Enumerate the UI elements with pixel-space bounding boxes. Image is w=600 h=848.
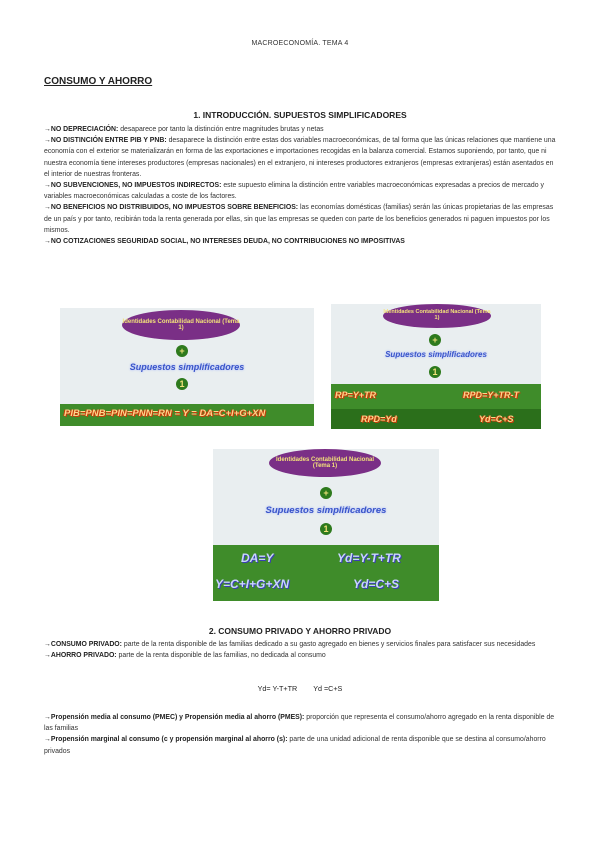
slide3-eq-da: DA=Y	[241, 551, 274, 565]
def-propension-marginal: →Propensión marginal al consumo (c y propensión marginal al ahorro (s): parte de una unidad adicional de renta disponible que se destina al consumo/ahorro privados	[44, 736, 546, 755]
slide2-supuestos: Supuestos simplificadores	[385, 350, 487, 359]
section2-heading: 2. CONSUMO PRIVADO Y AHORRO PRIVADO	[208, 626, 392, 636]
slide3-bubble: Identidades Contabilidad Nacional (Tema 1)	[269, 449, 381, 477]
def-consumo-privado: →CONSUMO PRIVADO: parte de la renta disponible de las familias dedicado a su gasto agregado en bienes y servicios finales para satisfacer sus necesidades	[44, 641, 536, 648]
eq-yd-definition: Yd= Y-T+TR	[257, 684, 298, 693]
slide2-bubble: Identidades Contabilidad Nacional (Tema 1)	[383, 304, 491, 328]
slide3-eq-yd: Yd=Y-T+TR	[337, 551, 401, 565]
slide1-one-icon: 1	[176, 378, 188, 390]
slide2-eq-rpd-yd: RPD=Yd	[361, 414, 397, 424]
section1-heading: 1. INTRODUCCIÓN. SUPUESTOS SIMPLIFICADORES	[193, 110, 407, 120]
slide3-supuestos: Supuestos simplificadores	[265, 505, 387, 516]
slide1-plus-icon: +	[176, 345, 188, 357]
section2-equations	[0, 684, 600, 693]
slide2-plus-icon: +	[429, 334, 441, 346]
def-propension-media: →Propensión media al consumo (PMEC) y Propensión media al ahorro (PMES): proporción que representa el consumo/ahorro agregado en la renta disponible de las familias	[44, 714, 555, 733]
slide3-one-icon: 1	[320, 523, 332, 535]
slide3-plus-icon: +	[320, 487, 332, 499]
def-ahorro-privado: →AHORRO PRIVADO: parte de la renta disponible de las familias, no dedicada al consumo	[44, 652, 326, 660]
slide-image-2	[331, 304, 541, 429]
assumption-no-pib-pnb: →NO DISTINCIÓN ENTRE PIB Y PNB: desaparece la distinción entre estas dos variables macroeconómicas, de tal forma que las únicas relaciones que mantiene una economía con el exterior se materializarán en forma de las exportaciones e importaciones recogidas en la balanza comercial. Estamos suponiendo, por tanto, que ni nuestra economía tiene intereses productores (empresas nacionales) en el extranjero, ni intereses productores extranjeros (empresas extranjeras) están asentados en el interior de nuestras fronteras.	[44, 137, 556, 178]
section1-body	[44, 124, 558, 247]
slide2-eq-yd-cs: Yd=C+S	[479, 414, 514, 424]
slide1-bubble: Identidades Contabilidad Nacional (Tema 1)	[122, 310, 240, 340]
slide1-supuestos: Supuestos simplificadores	[129, 362, 245, 372]
assumption-no-social-security: →NO COTIZACIONES SEGURIDAD SOCIAL, NO INTERESES DEUDA, NO CONTRIBUCIONES NO IMPOSITIVAS	[44, 238, 405, 246]
slide3-eq-y: Y=C+I+G+XN	[215, 577, 290, 591]
section2-body-b	[44, 712, 558, 757]
section2-body-a	[44, 639, 558, 661]
slide2-eq-rpd: RPD=Y+TR-T	[463, 390, 520, 400]
assumption-no-subsidies: →NO SUBVENCIONES, NO IMPUESTOS INDIRECTOS: este supuesto elimina la distinción entre variables macroeconómicas expresadas a precios de mercado y variables macroeconómicas calculadas a coste de los factores.	[44, 182, 544, 201]
slide2-eq-rp: RP=Y+TR	[335, 390, 377, 400]
assumption-no-depreciation: →NO DEPRECIACIÓN: desaparece por tanto la distinción entre magnitudes brutas y netas	[44, 126, 324, 133]
slide2-one-icon: 1	[429, 366, 441, 378]
page-header: MACROECONOMÍA. TEMA 4	[251, 40, 349, 47]
assumption-no-undistributed-profits: →NO BENEFICIOS NO DISTRIBUIDOS, NO IMPUESTOS SOBRE BENEFICIOS: las economías domésticas (familias) serán las únicas propietarias de las empresas de un país y por tanto, recibirán toda la renta generada por ellas, sin que las empresas se queden con parte de los beneficios generados ni paguen impuestos por los mismos.	[44, 204, 554, 234]
slide-image-3	[213, 449, 439, 601]
slide1-equation: PIB=PNB=PIN=PNN=RN = Y = DA=C+I+G+XN	[64, 408, 266, 419]
page-title: CONSUMO Y AHORRO	[44, 76, 153, 87]
slide-image-1	[60, 308, 314, 426]
slide3-eq-yd-cs: Yd=C+S	[353, 577, 400, 591]
eq-yd-cs: Yd =C+S	[313, 684, 343, 693]
